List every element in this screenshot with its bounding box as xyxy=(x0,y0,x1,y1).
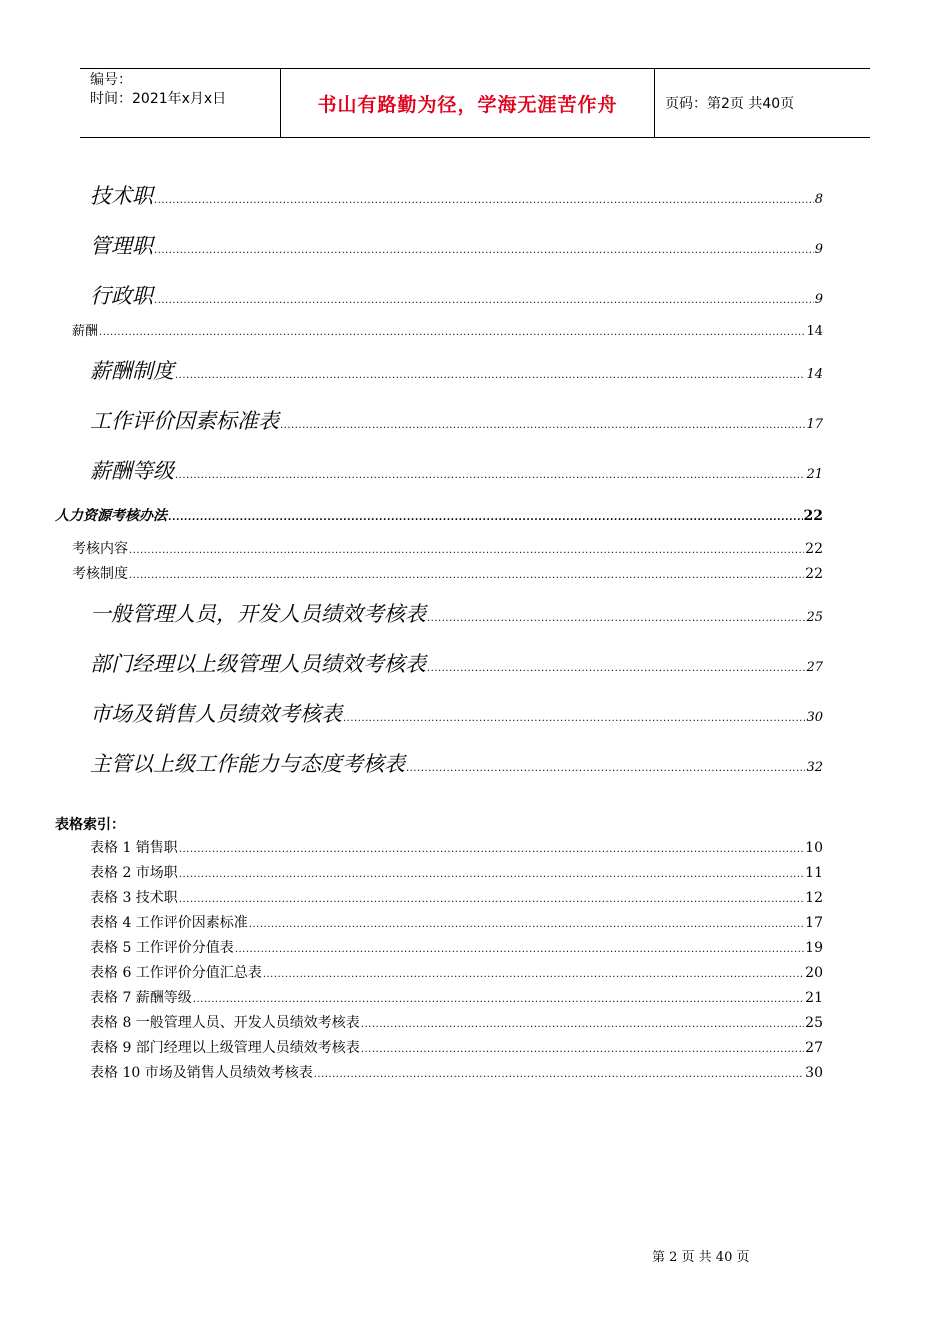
table-index-page: 10 xyxy=(805,840,823,856)
table-index-page: 12 xyxy=(805,890,823,906)
toc-entry[interactable] xyxy=(90,598,823,628)
toc-entry-title: 人力资源考核办法 xyxy=(55,508,167,524)
table-index-label: 表格 7 薪酬等级 xyxy=(90,990,192,1006)
table-index-entry[interactable] xyxy=(90,862,823,882)
toc-leader xyxy=(99,327,805,338)
toc-entry-title: 部门经理以上级管理人员绩效考核表 xyxy=(90,652,426,676)
table-index-label: 表格 5 工作评价分值表 xyxy=(90,940,234,956)
toc-entry-title: 行政职 xyxy=(90,284,153,308)
table-index-entry[interactable] xyxy=(90,1012,823,1032)
toc-leader xyxy=(235,944,804,955)
toc-entry-page: 21 xyxy=(806,467,823,482)
table-index-entry[interactable] xyxy=(90,1062,823,1082)
table-index-label: 表格 2 市场职 xyxy=(90,865,178,881)
toc-entry-title: 市场及销售人员绩效考核表 xyxy=(90,702,342,726)
header-page-info: 页码：第2页 共40页 xyxy=(665,96,795,112)
toc-leader xyxy=(427,663,805,674)
toc-entry-page: 25 xyxy=(806,610,823,625)
table-index-label: 表格 1 销售职 xyxy=(90,840,178,856)
table-index-entry[interactable] xyxy=(90,887,823,907)
toc-leader xyxy=(314,1069,804,1080)
table-index-page: 11 xyxy=(805,865,823,881)
toc-entry[interactable] xyxy=(72,538,823,558)
toc-leader xyxy=(361,1044,804,1055)
toc-entry-page: 8 xyxy=(814,192,823,207)
toc-entry[interactable] xyxy=(90,230,823,260)
toc-entry[interactable] xyxy=(90,405,823,435)
table-index-page: 17 xyxy=(805,915,823,931)
table-index-label: 表格 3 技术职 xyxy=(90,890,178,906)
toc-entry-page: 9 xyxy=(814,292,823,307)
page-header xyxy=(80,68,870,138)
toc-entry-page: 22 xyxy=(805,566,823,582)
toc-entry-title: 技术职 xyxy=(90,184,153,208)
toc-leader xyxy=(406,763,805,774)
table-index-entry[interactable] xyxy=(90,912,823,932)
toc-entry[interactable] xyxy=(72,563,823,583)
table-index-page: 20 xyxy=(805,965,823,981)
toc-leader xyxy=(263,969,804,980)
table-index-label: 表格 6 工作评价分值汇总表 xyxy=(90,965,262,981)
toc-leader xyxy=(179,844,804,855)
page-footer: 第 2 页 共 40 页 xyxy=(652,1250,750,1265)
toc-entry[interactable] xyxy=(90,280,823,310)
toc-entry[interactable] xyxy=(90,698,823,728)
toc-entry-title: 薪酬制度 xyxy=(90,359,174,383)
table-index-label: 表格 4 工作评价因素标准 xyxy=(90,915,248,931)
toc-entry[interactable] xyxy=(90,455,823,485)
toc-leader xyxy=(175,370,805,381)
table-index-page: 25 xyxy=(805,1015,823,1031)
toc-entry-page: 32 xyxy=(806,760,823,775)
table-index-entry[interactable] xyxy=(90,987,823,1007)
toc-leader xyxy=(175,470,805,481)
toc-leader xyxy=(179,869,804,880)
toc-entry[interactable] xyxy=(55,505,823,525)
toc-entry-page: 22 xyxy=(805,541,823,557)
toc-entry-page: 27 xyxy=(806,660,823,675)
toc-leader xyxy=(427,613,805,624)
toc-leader xyxy=(129,545,804,556)
toc-leader xyxy=(280,420,805,431)
toc-entry-page: 14 xyxy=(806,324,823,339)
toc-entry-page: 14 xyxy=(806,367,823,382)
table-index-label: 表格 8 一般管理人员、开发人员绩效考核表 xyxy=(90,1015,360,1031)
toc-leader xyxy=(154,295,814,306)
toc-entry[interactable] xyxy=(90,180,823,210)
toc-leader xyxy=(154,195,814,206)
toc-entry[interactable] xyxy=(90,748,823,778)
toc-entry[interactable] xyxy=(90,648,823,678)
table-index-label: 表格 10 市场及销售人员绩效考核表 xyxy=(90,1065,313,1081)
toc-entry-title: 主管以上级工作能力与态度考核表 xyxy=(90,752,405,776)
toc-leader xyxy=(154,245,814,256)
header-time-label: 时间：2021年x月x日 xyxy=(90,91,227,107)
header-number-label: 编号： xyxy=(90,72,132,88)
toc-entry-page: 9 xyxy=(814,242,823,257)
toc-entry[interactable] xyxy=(72,320,823,339)
toc-leader xyxy=(179,894,804,905)
toc-leader xyxy=(168,512,803,523)
table-index-page: 19 xyxy=(805,940,823,956)
toc-leader xyxy=(193,994,804,1005)
toc-entry[interactable] xyxy=(90,355,823,385)
toc-leader xyxy=(129,570,804,581)
toc-entry-title: 薪酬 xyxy=(72,324,99,339)
toc-entry-page: 17 xyxy=(806,417,823,432)
table-index-entry[interactable] xyxy=(90,937,823,957)
header-motto: 书山有路勤为径，学海无涯苦作舟 xyxy=(280,69,655,137)
toc-leader xyxy=(343,713,805,724)
table-index-page: 30 xyxy=(805,1065,823,1081)
toc-leader xyxy=(249,919,804,930)
table-index-entry[interactable] xyxy=(90,1037,823,1057)
toc-entry-title: 薪酬等级 xyxy=(90,459,174,483)
toc-entry-title: 考核制度 xyxy=(72,566,128,582)
toc-entry-title: 考核内容 xyxy=(72,541,128,557)
table-index-title: 表格索引： xyxy=(55,817,125,833)
toc-entry-title: 一般管理人员，开发人员绩效考核表 xyxy=(90,602,426,626)
table-index-page: 27 xyxy=(805,1040,823,1056)
toc-entry-title: 管理职 xyxy=(90,234,153,258)
toc-entry-title: 工作评价因素标准表 xyxy=(90,409,279,433)
header-meta xyxy=(80,69,280,137)
toc-entry-page: 22 xyxy=(803,508,823,524)
table-index-entry[interactable] xyxy=(90,837,823,857)
table-index-page: 21 xyxy=(805,990,823,1006)
table-index-entry[interactable] xyxy=(90,962,823,982)
toc-leader xyxy=(361,1019,804,1030)
table-index-label: 表格 9 部门经理以上级管理人员绩效考核表 xyxy=(90,1040,360,1056)
toc-entry-page: 30 xyxy=(806,710,823,725)
